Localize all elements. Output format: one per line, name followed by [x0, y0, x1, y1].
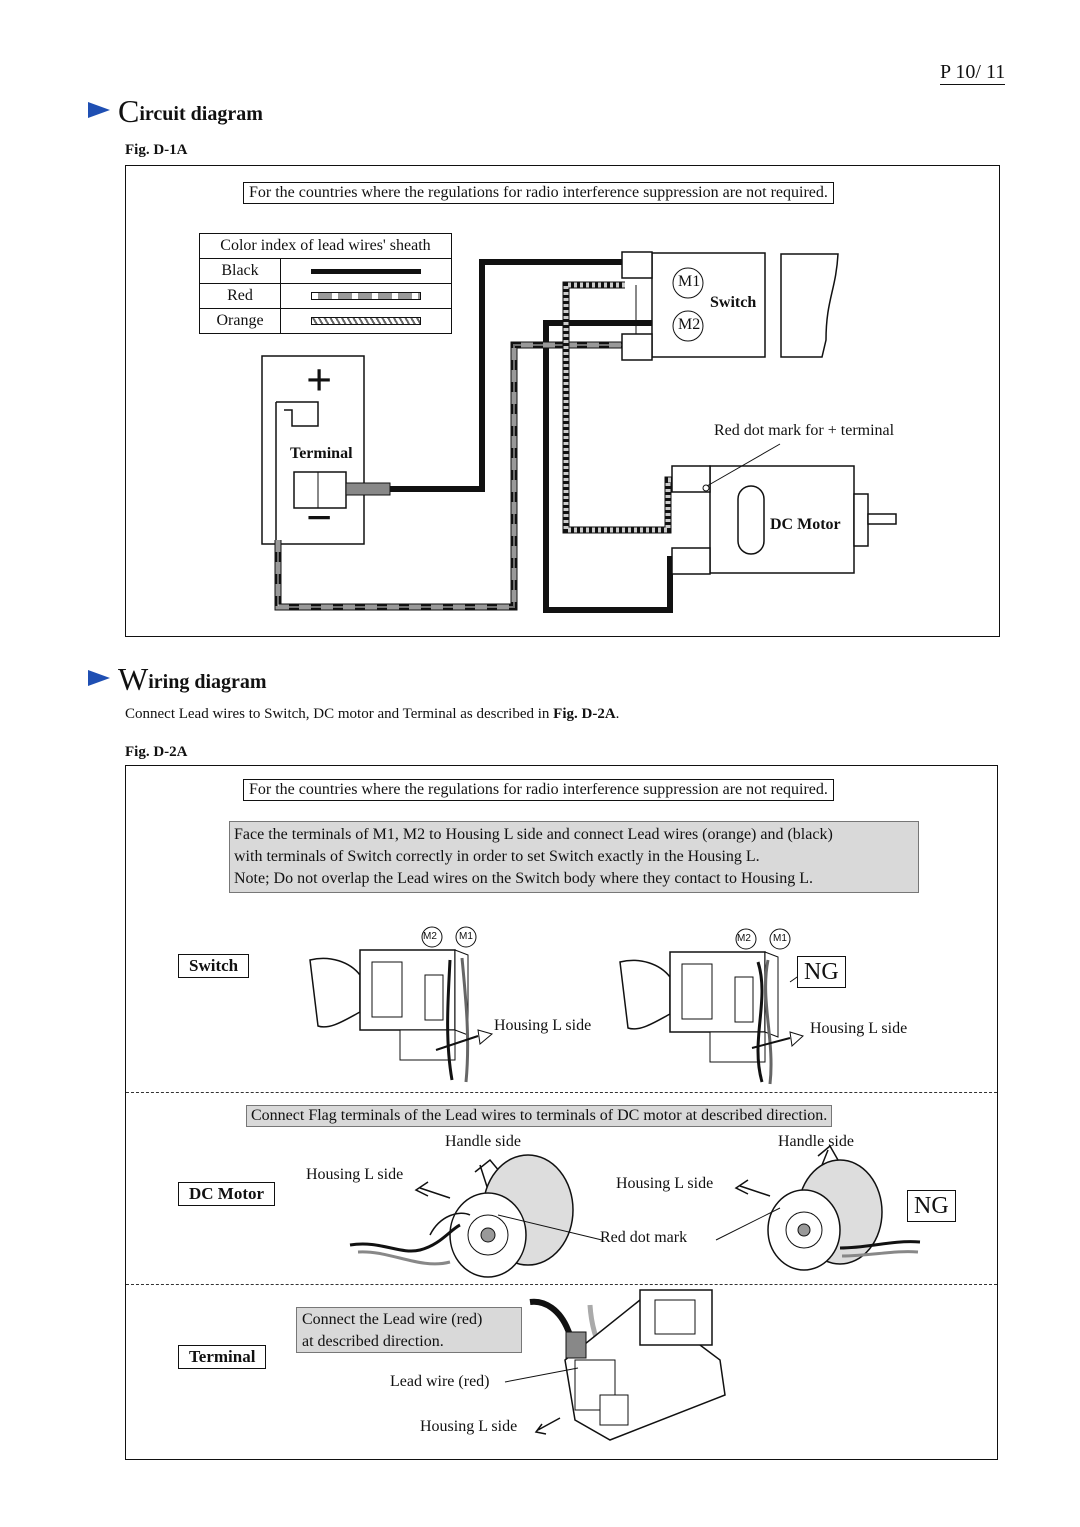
switch-ng-housing-label: Housing L side — [810, 1020, 908, 1037]
switch-ok-housing-label: Housing L side — [494, 1017, 592, 1034]
ok-m2-label: M2 — [423, 931, 437, 942]
motor-label: DC Motor — [770, 516, 841, 533]
motor-ok-housing-label: Housing L side — [306, 1166, 404, 1183]
m2-label: M2 — [678, 316, 701, 333]
switch-label: Switch — [710, 294, 757, 311]
terminal-housing-label: Housing L side — [420, 1418, 518, 1435]
motor-ng-housing-label: Housing L side — [616, 1175, 714, 1192]
terminal-instruction-line: at described direction. — [302, 1333, 444, 1350]
wiring-title-initial: W — [118, 661, 149, 697]
legend-label-red: Red — [200, 284, 281, 309]
motor-ng-handle-side: Handle side — [778, 1133, 854, 1150]
legend-label-orange: Orange — [200, 309, 281, 334]
switch-section-label: Switch — [178, 954, 249, 978]
wiring-intro-fig: Fig. D-2A — [553, 706, 616, 722]
wiring-intro-end: . — [615, 706, 620, 722]
minus-sign: − — [306, 492, 333, 543]
wiring-note: For the countries where the regulations for radio interference suppression are not required. — [243, 779, 834, 801]
motor-section-label: DC Motor — [178, 1182, 275, 1206]
wiring-intro-text: Connect Lead wires to Switch, DC motor and Terminal as described in — [125, 706, 554, 722]
red-dot-note: Red dot mark for + terminal — [714, 422, 895, 439]
page-number: P 10/ 11 — [940, 61, 1006, 83]
terminal-label: Terminal — [290, 445, 353, 462]
circuit-title-rest: ircuit diagram — [139, 103, 263, 125]
motor-instruction: Connect Flag terminals of the Lead wires to terminals of DC motor at described direction. — [246, 1105, 832, 1127]
wiring-fig-label: Fig. D-2A — [125, 744, 188, 760]
plus-sign: + — [306, 354, 333, 405]
ok-m1-label: M1 — [459, 931, 473, 942]
lead-wire-red-label: Lead wire (red) — [390, 1373, 490, 1390]
ng-m1-label: M1 — [773, 933, 787, 944]
circuit-title-initial: C — [118, 93, 140, 129]
switch-ng-badge: NG — [797, 956, 846, 988]
motor-ng-badge: NG — [907, 1190, 956, 1222]
switch-instruction-line: Note; Do not overlap the Lead wires on the Switch body where they contact to Housing L. — [234, 870, 813, 887]
legend-label-black: Black — [200, 259, 281, 284]
switch-instruction-line: with terminals of Switch correctly in order to set Switch exactly in the Housing L. — [234, 848, 760, 865]
terminal-section-label: Terminal — [178, 1345, 266, 1369]
red-dot-mark-label: Red dot mark — [600, 1229, 688, 1246]
switch-instruction-line: Face the terminals of M1, M2 to Housing L side and connect Lead wires (orange) and (black) — [234, 826, 833, 843]
ng-m2-label: M2 — [737, 933, 751, 944]
m1-label: M1 — [678, 273, 701, 290]
terminal-instruction-line: Connect the Lead wire (red) — [302, 1311, 483, 1328]
circuit-note: For the countries where the regulations for radio interference suppression are not required. — [243, 182, 834, 204]
legend-header: Color index of lead wires' sheath — [200, 234, 452, 259]
circuit-fig-label: Fig. D-1A — [125, 142, 188, 158]
wiring-title-rest: iring diagram — [148, 671, 267, 693]
motor-ok-handle-side: Handle side — [445, 1133, 521, 1150]
